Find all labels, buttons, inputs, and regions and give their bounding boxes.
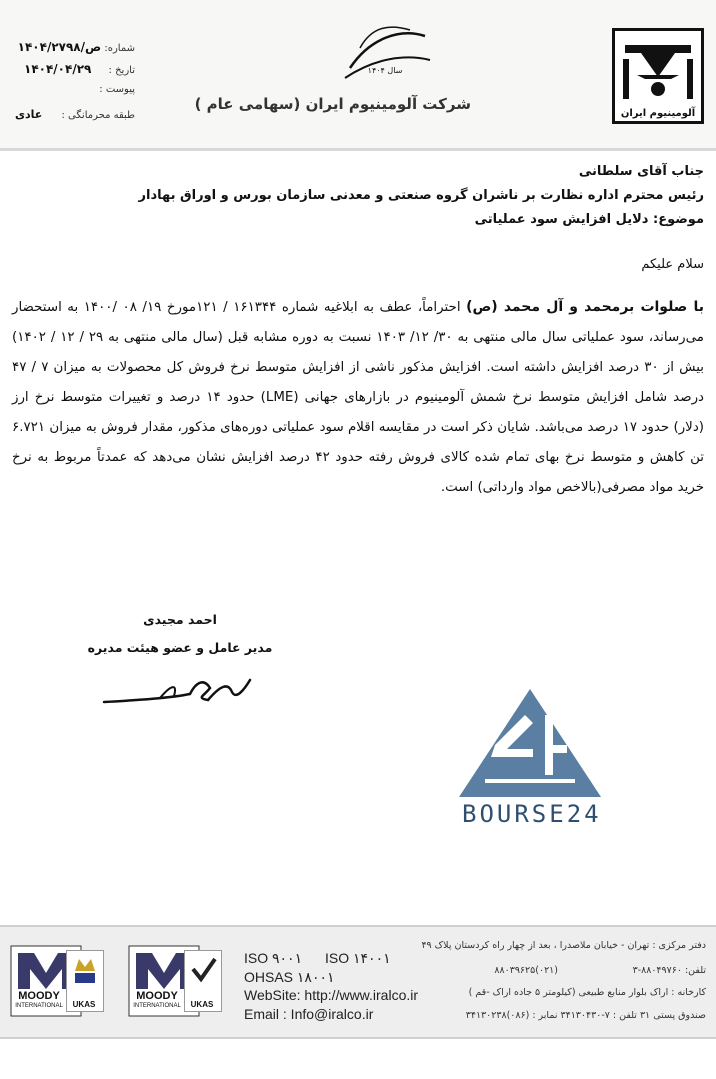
slogan-year: سال ۱۴۰۴	[367, 66, 403, 75]
company-email: Email : Info@iralco.ir	[244, 1006, 374, 1022]
iso-9001: ISO ۹۰۰۱	[244, 950, 303, 966]
office-fax: (۰۲۱)۸۸۰۳۹۶۲۵	[494, 965, 558, 976]
letter-number-label: شماره:	[104, 43, 135, 54]
watermark-text: BOURSE24	[462, 800, 602, 828]
signer-title: مدیر عامل و عضو هیئت مدیره	[87, 640, 273, 655]
letter-body-text: احتراماً، عطف به ابلاغیه شماره ۱۶۱۳۴۴ / ۱۲۱مورخ ۱۹/ ۰۸ /۱۴۰۰ به استحضار می‌رساند، سود عملیاتی سال مالی منتهی به ۳۰/ ۱۲/ ۱۴۰۳ نسبت به دوره مشابه قبل (سال مالی منتهی به ۲۹ / ۱۲ / ۱۴۰۲) بیش از ۳۰ درصد افزایش داشته است. افزایش مذکور ناشی از افزایش متوسط نرخ فروش کل محصولات به میزان ۷ / ۴۷ درصد شامل افزایش متوسط نرخ شمش آلومینیوم در بازارهای جهانی (LME) حدود ۱۴ درصد و تغییرات متوسط نرخ ارز (دلار) حدود ۱۷ درصد می‌باشد. شایان ذکر است در مقایسه اقلام سود عملیاتی دوره‌های مذکور، مقدار فروش به میزان ۶.۷۲۱ تن کاهش و متوسط نرخ بهای تمام شده کالای فروش رفته حدود ۴۲ درصد افزایش نشان می‌دهد که عمدتاً مربوط به نرخ خرید مواد مصرفی(بالاخص مواد وارداتی) است.	[12, 300, 705, 495]
ohsas-18001: OHSAS ۱۸۰۰۱	[244, 969, 335, 985]
addressee-title: رئیس محترم اداره نظارت بر ناشران گروه صنعتی و معدنی سازمان بورس و اوراق بهادار	[138, 188, 704, 203]
logo-caption: آلومینیوم ایران	[620, 108, 696, 119]
ukas-label-1: UKAS	[72, 1000, 96, 1009]
office-phone: تلفن: ۸۸۰۴۹۷۶۰-۳	[632, 965, 706, 976]
letter-date-value: ۱۴۰۴/۰۴/۲۹	[24, 62, 92, 76]
letter-attachment-label: پیوست :	[99, 84, 135, 95]
handwritten-signature	[100, 672, 260, 712]
company-website: WebSite: http://www.iralco.ir	[244, 987, 419, 1003]
moody-sub-1: INTERNATIONAL	[15, 1003, 63, 1009]
factory-address: کارخانه : اراک بلوار منابع طبیعی (کیلومتر ۵ جاده اراک -قم )	[468, 987, 706, 998]
signer-name: احمد مجیدی	[143, 612, 217, 627]
office-address: دفتر مرکزی : تهران - خیابان ملاصدرا ، بعد از چهار راه کردستان پلاک ۴۹	[421, 940, 706, 951]
moody-label-2: MOODY	[136, 990, 178, 1002]
letter-classification-label: طبقه محرمانگی :	[61, 110, 135, 121]
letter-number-row	[10, 40, 135, 54]
iso-14001: ISO ۱۴۰۰۱	[325, 950, 391, 966]
letter-date-label: تاریخ :	[108, 65, 135, 76]
ukas-label-2: UKAS	[190, 1000, 214, 1009]
company-name: شرکت آلومینیوم ایران (سهامی عام )	[194, 95, 471, 113]
letter-classification-row	[10, 108, 135, 121]
signer-block	[60, 606, 300, 662]
letter-opening: با صلوات برمحمد و آل محمد (ص)	[466, 299, 704, 315]
slogan-seal	[330, 18, 440, 90]
factory-phone: صندوق پستی ۳۱ تلفن : ۷-۳۴۱۳۰۴۳۰ نمابر : (۰۸۶)۳۴۱۳۰۲۳۸	[465, 1010, 706, 1021]
letter-attachment-row	[10, 84, 135, 95]
letter-classification-value: عادی	[14, 108, 43, 121]
moody-sub-2: INTERNATIONAL	[133, 1003, 181, 1009]
letter-body	[12, 292, 704, 503]
greeting: سلام علیکم	[641, 257, 704, 272]
addressee-block	[14, 160, 704, 232]
letter-number-value: ص/۱۴۰۴/۲۷۹۸	[17, 40, 102, 54]
letter-date-row	[10, 62, 135, 76]
letter-subject: موضوع: دلایل افزایش سود عملیاتی	[474, 212, 704, 227]
addressee-name: جناب آقای سلطانی	[578, 164, 704, 179]
moody-label-1: MOODY	[18, 990, 60, 1002]
header-divider	[0, 148, 716, 151]
